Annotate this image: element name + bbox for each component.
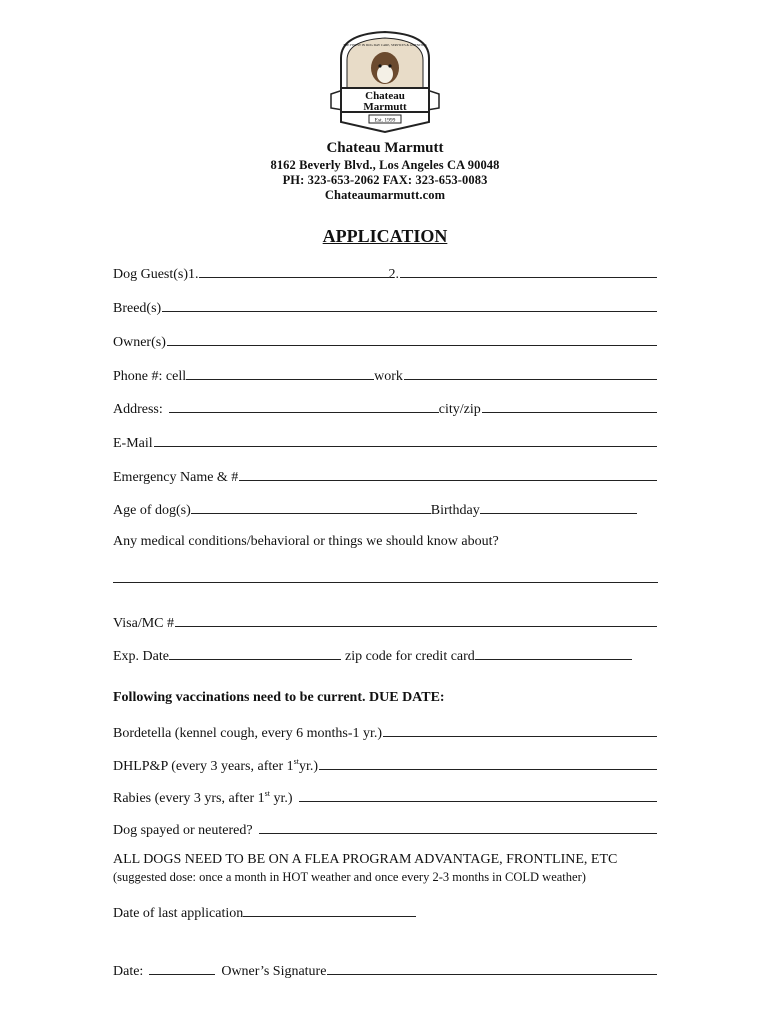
phone-cell-label: Phone #: cell <box>113 369 187 384</box>
last-application-row <box>113 903 658 923</box>
birthday-label: Birthday <box>430 503 480 518</box>
dog-guest-2-field[interactable] <box>400 264 657 278</box>
dog-guests-row <box>113 264 658 284</box>
email-label: E-Mail <box>113 436 153 451</box>
medical-question-row <box>113 534 658 554</box>
age-field[interactable] <box>191 500 431 514</box>
phone-work-field[interactable] <box>404 366 657 380</box>
breed-field[interactable] <box>162 298 657 312</box>
signature-field[interactable] <box>327 961 657 975</box>
email-row <box>113 433 658 453</box>
emergency-field[interactable] <box>239 467 657 481</box>
vacc-heading: Following vaccinations need to be current. DUE DATE: <box>113 690 445 705</box>
medical-answer-field[interactable] <box>113 582 658 583</box>
rabies-field[interactable] <box>299 788 657 802</box>
spayed-field[interactable] <box>259 820 657 834</box>
spayed-label: Dog spayed or neutered? <box>113 823 253 838</box>
bordetella-field[interactable] <box>383 723 657 737</box>
last-application-field[interactable] <box>243 903 416 917</box>
zip-card-field[interactable] <box>475 646 632 660</box>
spayed-row <box>113 820 658 840</box>
business-website: Chateaumarmutt.com <box>324 188 446 202</box>
bordetella-row <box>113 723 658 743</box>
date-field[interactable] <box>149 961 215 975</box>
exp-row <box>113 646 658 666</box>
cityzip-label: city/zip <box>438 402 481 417</box>
dhlpp-label: DHLP&P (every 3 years, after 1styr.) <box>113 757 319 774</box>
card-field[interactable] <box>175 613 657 627</box>
logo-text-marmutt: Marmutt <box>363 101 407 113</box>
cityzip-field[interactable] <box>482 399 657 413</box>
phone-row <box>113 366 658 386</box>
dog-guest-1-field[interactable] <box>199 264 389 278</box>
emergency-label: Emergency Name & # <box>113 470 239 485</box>
logo-text-est: Est. 1999 <box>374 117 396 124</box>
vacc-heading-row <box>113 690 658 710</box>
dog-guests-label: Dog Guest(s)1. <box>113 267 199 282</box>
address-field[interactable] <box>169 399 439 413</box>
chateau-marmutt-logo <box>329 30 441 134</box>
rabies-row <box>113 788 658 808</box>
owner-row <box>113 332 658 352</box>
age-row <box>113 500 658 520</box>
dog-guest-2-label: 2. <box>388 267 400 282</box>
dhlpp-row <box>113 756 658 776</box>
phone-cell-field[interactable] <box>186 366 374 380</box>
phone-work-label: work <box>374 369 403 384</box>
last-application-label: Date of last application <box>113 906 244 921</box>
age-label: Age of dog(s) <box>113 503 191 518</box>
business-phones: PH: 323-653-2062 FAX: 323-653-0083 <box>282 173 488 187</box>
card-label: Visa/MC # <box>113 616 174 631</box>
address-label: Address: <box>113 402 163 417</box>
breed-label: Breed(s) <box>113 301 162 316</box>
card-row <box>113 613 658 633</box>
business-address: 8162 Beverly Blvd., Los Angeles CA 90048 <box>270 158 500 172</box>
breed-row <box>113 298 658 318</box>
emergency-row <box>113 467 658 487</box>
flea-dose: (suggested dose: once a month in HOT weather and once every 2-3 months in COLD weather) <box>113 870 586 884</box>
logo-ring-text: THE FINEST IN DOG DAY CARE, SERVICES & AMENITIES <box>343 43 427 47</box>
email-field[interactable] <box>154 433 657 447</box>
medical-question: Any medical conditions/behavioral or things we should know about? <box>113 534 499 549</box>
owner-field[interactable] <box>167 332 657 346</box>
flea-notice-row <box>113 852 658 872</box>
rabies-label: Rabies (every 3 yrs, after 1st yr.) <box>113 789 293 806</box>
birthday-field[interactable] <box>480 500 637 514</box>
exp-field[interactable] <box>169 646 341 660</box>
form-heading: APPLICATION <box>322 226 448 246</box>
business-name: Chateau Marmutt <box>326 140 444 156</box>
flea-notice: ALL DOGS NEED TO BE ON A FLEA PROGRAM ADVANTAGE, FRONTLINE, ETC <box>113 852 618 867</box>
zip-card-label: zip code for credit card <box>344 649 475 664</box>
date-label: Date: <box>113 964 144 979</box>
signature-label: Owner’s Signature <box>221 964 327 979</box>
signature-row <box>113 961 658 981</box>
owner-label: Owner(s) <box>113 335 166 350</box>
bordetella-label: Bordetella (kennel cough, every 6 months-1 yr.) <box>113 726 383 741</box>
logo-text-chateau: Chateau <box>365 90 405 102</box>
exp-label: Exp. Date <box>113 649 169 664</box>
address-row <box>113 399 658 419</box>
flea-dose-row <box>113 870 658 890</box>
dhlpp-field[interactable] <box>319 756 657 770</box>
